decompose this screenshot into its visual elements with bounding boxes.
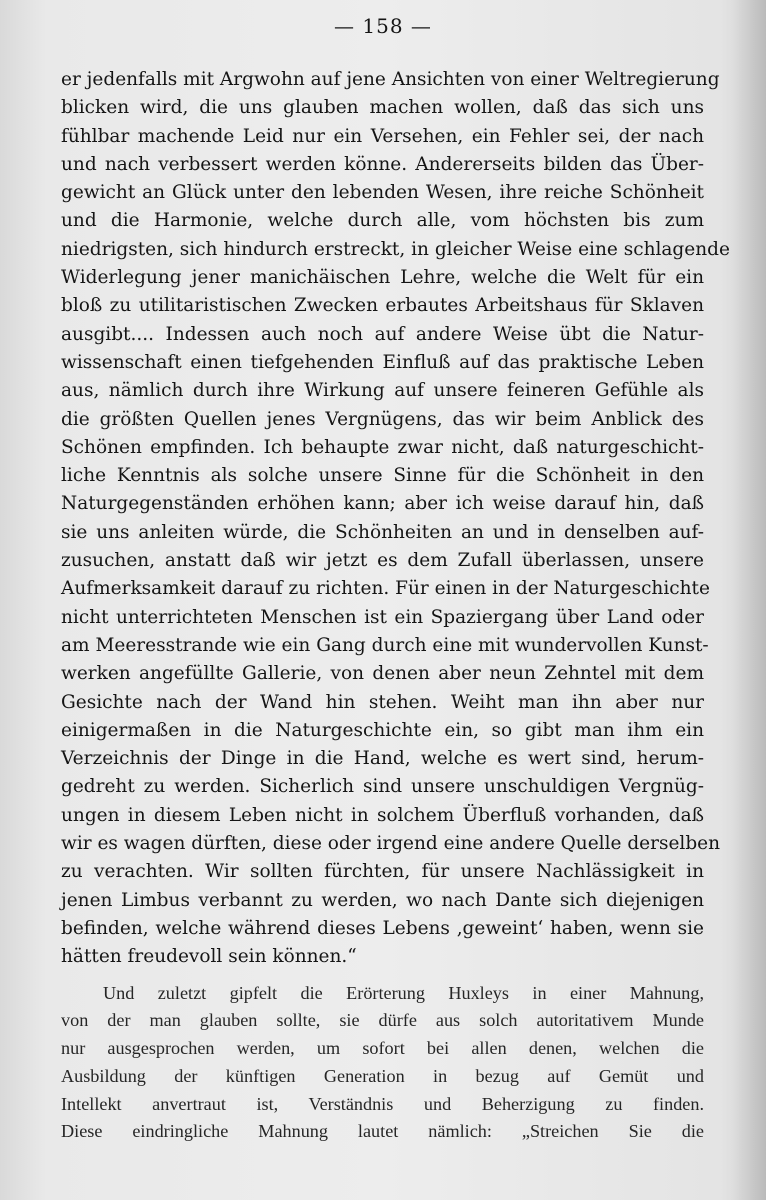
text-line: ungen in diesem Leben nicht in solchem Überfluß vorhanden, daß	[61, 804, 704, 826]
body-text	[61, 66, 730, 1146]
text-line: und die Harmonie, welche durch alle, vom höchsten bis zum	[61, 210, 704, 232]
text-line: Diese eindringliche Mahnung lautet nämlich: „Streichen Sie die	[61, 1121, 704, 1142]
text-line: bloß zu utilitaristischen Zwecken erbautes Arbeitshaus für Sklaven	[61, 295, 704, 317]
text-line: Aufmerksamkeit darauf zu richten. Für einen in der Naturgeschichte	[61, 578, 710, 600]
text-line: wissenschaft einen tiefgehenden Einfluß auf das praktische Leben	[61, 351, 704, 373]
text-line: nur ausgesprochen werden, um sofort bei allen denen, welchen die	[61, 1038, 704, 1059]
text-line: Gesichte nach der Wand hin stehen. Weiht man ihn aber nur	[61, 691, 704, 713]
text-line: Naturgegenständen erhöhen kann; aber ich weise darauf hin, daß	[61, 493, 704, 515]
text-line: jenen Limbus verbannt zu werden, wo nach Dante sich diejenigen	[61, 889, 704, 911]
text-line: die größten Quellen jenes Vergnügens, das wir beim Anblick des	[61, 408, 704, 430]
text-line: zusuchen, anstatt daß wir jetzt es dem Zufall überlassen, unsere	[61, 550, 704, 572]
text-line: aus, nämlich durch ihre Wirkung auf unsere feineren Gefühle als	[61, 380, 704, 402]
text-line: hätten freudevoll sein können.“	[61, 946, 357, 968]
text-line: Schönen empfinden. Ich behaupte zwar nicht, daß naturgeschicht-	[61, 436, 704, 458]
text-line: Verzeichnis der Dinge in die Hand, welche es wert sind, herum-	[61, 748, 704, 770]
paragraph-1	[61, 66, 730, 972]
text-line: liche Kenntnis als solche unsere Sinne für die Schönheit in den	[61, 465, 704, 487]
text-line: Ausbildung der künftigen Generation in bezug auf Gemüt und	[61, 1065, 704, 1086]
text-line: einigermaßen in die Naturgeschichte ein, so gibt man ihm ein	[61, 719, 704, 741]
text-line: fühlbar machende Leid nur ein Versehen, ein Fehler sei, der nach	[61, 125, 704, 147]
text-line: und nach verbessert werden könne. Andererseits bilden das Über-	[61, 153, 704, 175]
text-line: sie uns anleiten würde, die Schönheiten an und in denselben auf-	[61, 521, 704, 543]
text-line: blicken wird, die uns glauben machen wollen, daß das sich uns	[61, 97, 704, 119]
page-number: — 158 —	[334, 14, 432, 38]
text-line: am Meeresstrande wie ein Gang durch eine mit wundervollen Kunst-	[61, 634, 709, 656]
text-line: niedrigsten, sich hindurch erstreckt, in gleicher Weise eine schlagende	[61, 238, 730, 260]
text-line: gedreht zu werden. Sicherlich sind unsere unschuldigen Vergnüg-	[61, 776, 704, 798]
text-line: von der man glauben sollte, sie dürfe aus solch autoritativem Munde	[61, 1010, 704, 1031]
text-line: Widerlegung jener manichäischen Lehre, welche die Welt für ein	[61, 267, 704, 289]
paragraph-2	[61, 980, 704, 1147]
text-line: ausgibt.... Indessen auch noch auf andere Weise übt die Natur-	[61, 323, 704, 345]
text-line: nicht unterrichteten Menschen ist ein Spaziergang über Land oder	[61, 606, 704, 628]
text-line: Und zuletzt gipfelt die Erörterung Huxleys in einer Mahnung,	[103, 982, 704, 1003]
text-line: befinden, welche während dieses Lebens ‚geweint‘ haben, wenn sie	[61, 917, 704, 939]
text-line: Intellekt anvertraut ist, Verständnis und Beherzigung zu finden.	[61, 1093, 704, 1114]
text-line: werken angefüllte Gallerie, von denen aber neun Zehntel mit dem	[61, 663, 704, 685]
text-line: er jedenfalls mit Argwohn auf jene Ansichten von einer Weltregierung	[61, 69, 720, 90]
text-line: gewicht an Glück unter den lebenden Wesen, ihre reiche Schönheit	[61, 182, 704, 204]
text-line: wir es wagen dürften, diese oder irgend eine andere Quelle derselben	[61, 833, 721, 855]
text-line: zu verachten. Wir sollten fürchten, für unsere Nachlässigkeit in	[61, 861, 704, 883]
